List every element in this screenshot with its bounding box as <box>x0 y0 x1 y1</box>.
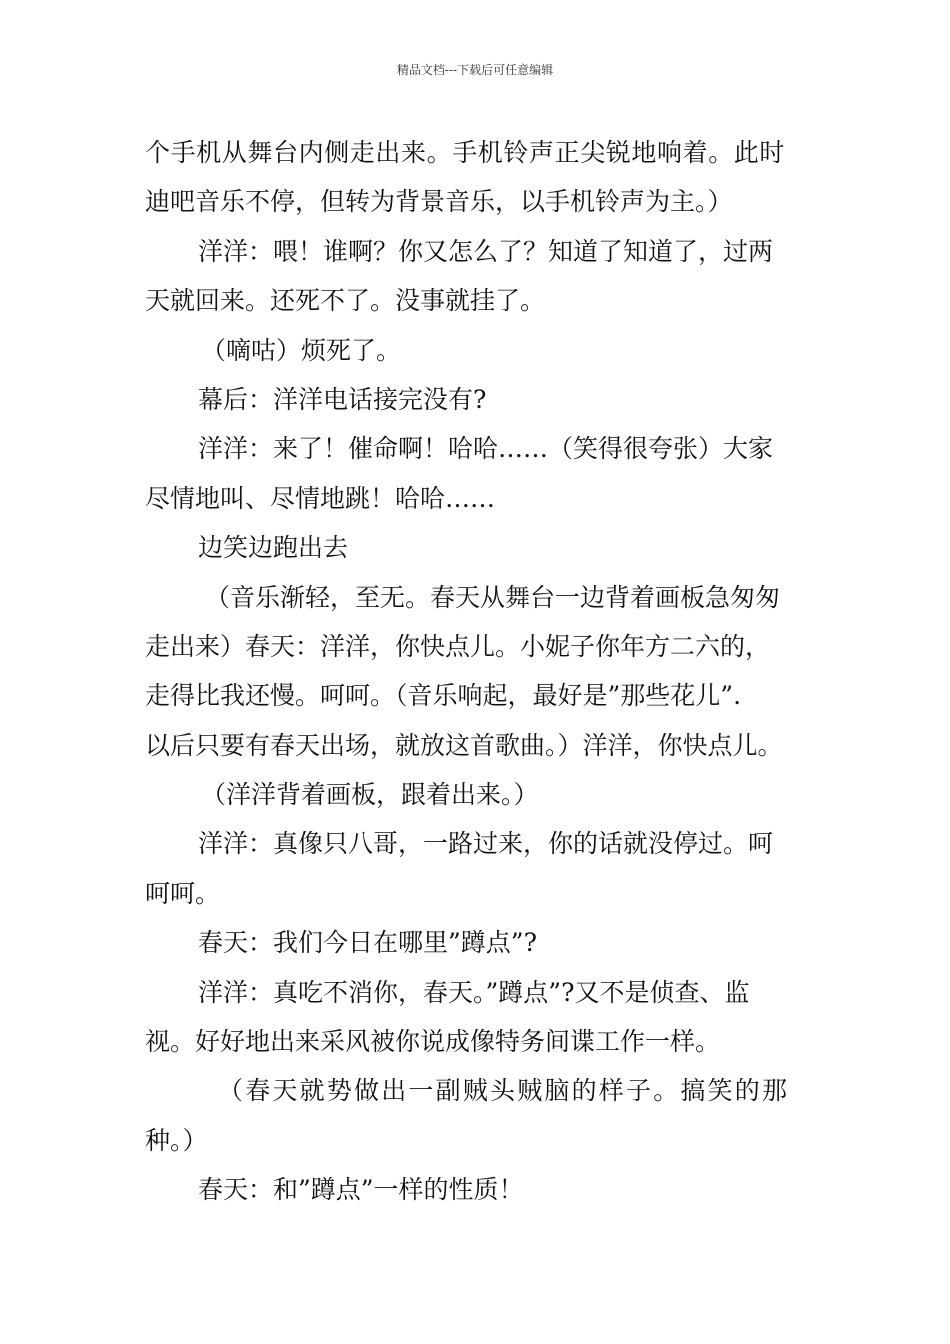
paragraph-line: 视。好好地出来采风被你说成像特务间谍工作一样。 <box>145 1027 721 1057</box>
paragraph-line: 尽情地叫、尽情地跳！哈哈…… <box>145 483 496 513</box>
paragraph-line: 种。） <box>145 1125 208 1155</box>
paragraph-line: （洋洋背着画板，跟着出来。） <box>201 780 539 810</box>
paragraph-line: 春天：和”蹲点”一样的性质！ <box>198 1175 524 1205</box>
paragraph-line: 以后只要有春天出场，就放这首歌曲。）洋洋，你快点儿。 <box>145 730 783 760</box>
paragraph-line: 迪吧音乐不停，但转为背景音乐，以手机铃声为主。） <box>145 187 733 217</box>
page-header: 精品文档---下载后可任意编辑 <box>396 63 554 77</box>
paragraph-line: 走得比我还慢。呵呵。（音乐响起，最好是”那些花儿”. <box>145 681 742 711</box>
document-body <box>145 128 805 1215</box>
paragraph-line: 边笑边跑出去 <box>198 533 349 563</box>
paragraph-line: 呵呵。 <box>145 878 221 908</box>
paragraph-line: （嘀咕）烦死了。 <box>201 335 402 365</box>
paragraph-line: 洋洋：真吃不消你，春天。”蹲点”?又不是侦查、监 <box>198 977 750 1007</box>
paragraph-line: 幕后：洋洋电话接完没有? <box>198 384 487 414</box>
paragraph-line: 春天：我们今日在哪里”蹲点”? <box>198 928 537 958</box>
paragraph-line: 个手机从舞台内侧走出来。手机铃声正尖锐地响着。此时 <box>145 138 786 167</box>
paragraph-line: 洋洋：喂！谁啊？你又怎么了？知道了知道了，过两 <box>198 236 774 266</box>
paragraph-line: 走出来）春天：洋洋，你快点儿。小妮子你年方二六的， <box>145 631 771 661</box>
paragraph-line: 洋洋：真像只八哥，一路过来，你的话就没停过。呵 <box>198 829 774 859</box>
paragraph-line: （春天就势做出一副贼头贼脑的样子。搞笑的那 <box>218 1076 790 1106</box>
paragraph-line: 天就回来。还死不了。没事就挂了。 <box>145 286 546 316</box>
paragraph-line: 洋洋：来了！催命啊！哈哈……（笑得很夸张）大家 <box>198 434 774 464</box>
paragraph-line: （音乐渐轻，至无。春天从舞台一边背着画板急匆匆 <box>205 582 781 612</box>
